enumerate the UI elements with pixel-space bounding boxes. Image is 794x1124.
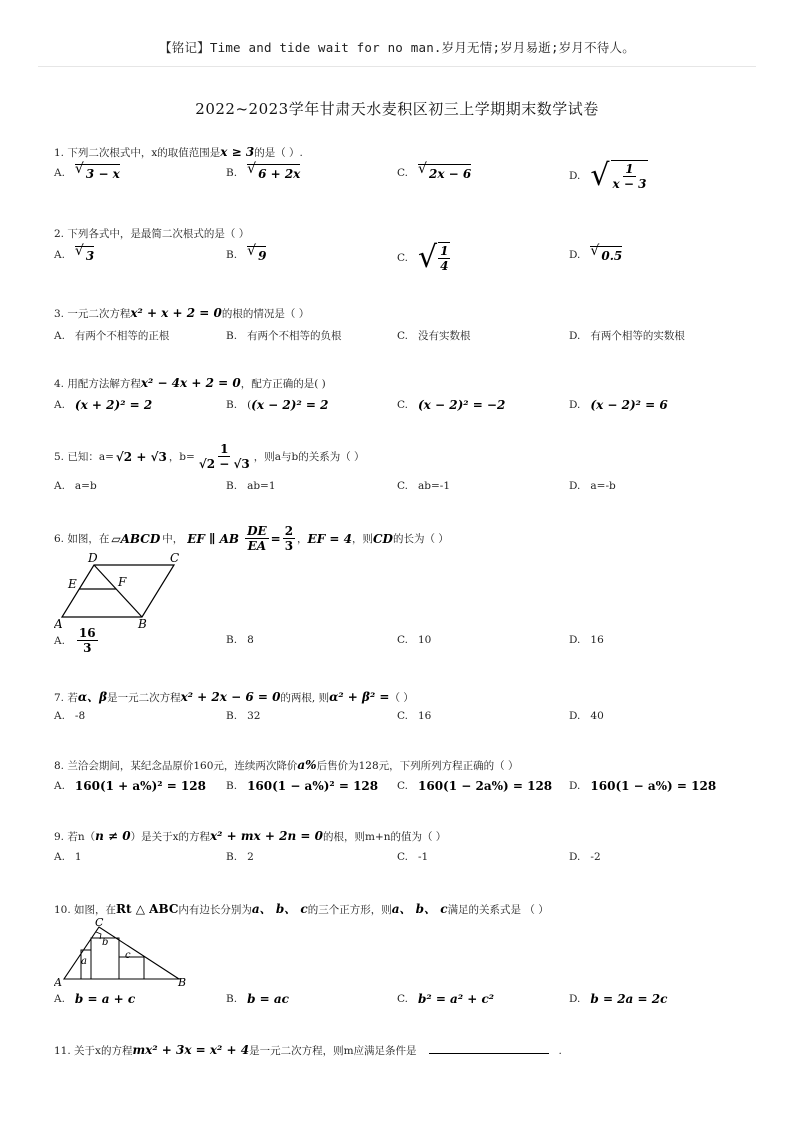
question-4: 4. 用配方法解方程x² − 4x + 2 = 0，配方正确的是( ) [54, 376, 326, 390]
question-9-options [54, 851, 754, 881]
option-c[interactable]: C. 160(1 − 2a%) = 128 [397, 779, 553, 793]
parallelogram-figure [54, 552, 184, 632]
question-9: 9. 若n（n ≠ 0）是关于x的方程x² + mx + 2n = 0的根，则m+n的值为（ ） [54, 829, 447, 843]
label-b: B [138, 617, 147, 631]
option-b[interactable]: B. √ 6 + 2x [226, 164, 300, 181]
option-c[interactable]: C. 10 [397, 634, 432, 646]
option-d[interactable]: D. √ $\frac{1}{x - 3}$ [569, 157, 647, 193]
option-b[interactable]: B. √ 9 [226, 246, 266, 263]
square-c [119, 957, 144, 979]
label-side-c: c [125, 950, 131, 961]
option-d[interactable]: D. √ 0.5 [569, 246, 622, 263]
option-a[interactable]: A. (x + 2)² = 2 [54, 398, 153, 412]
option-a[interactable]: A. $\frac{16}{3}$ [54, 626, 96, 655]
option-d[interactable]: D. (x − 2)² = 6 [569, 398, 668, 412]
question-8: 8. 兰洽会期间，某纪念品原价160元，连续两次降价a%后售价为128元，下列所列方程正确的（ ） [54, 758, 519, 772]
option-a[interactable]: A. a=b [54, 480, 97, 492]
option-b[interactable]: B. 32 [226, 710, 261, 722]
right-triangle-figure [54, 916, 190, 988]
option-a[interactable]: A. 有两个不相等的正根 [54, 329, 170, 342]
option-a[interactable]: A. 160(1 + a%)² = 128 [54, 779, 206, 793]
label-a: A [54, 976, 62, 988]
label-c: C [170, 552, 180, 565]
option-d[interactable]: D. 40 [569, 710, 604, 722]
diagonal-db [94, 565, 142, 617]
option-c[interactable]: C. b² = a² + c² [397, 992, 495, 1006]
option-d[interactable]: D. b = 2a = 2c [569, 992, 668, 1006]
label-side-a: a [81, 956, 87, 967]
option-b[interactable]: B. 有两个不相等的负根 [226, 329, 342, 342]
question-1 [54, 145, 754, 160]
label-a: A [54, 617, 63, 631]
question-7-options [54, 710, 754, 740]
question-5-options [54, 480, 754, 510]
option-b[interactable]: B. ( (x − 2)² = 2 [226, 398, 329, 412]
question-1-options [54, 157, 754, 193]
option-b[interactable]: B. 8 [226, 634, 254, 646]
question-11: 11. 关于x的方程mx² + 3x = x² + 4是一元二次方程，则m应满足条件是 . [54, 1043, 562, 1057]
header-divider [38, 66, 756, 67]
question-1-text-end: 的是（ ）. [254, 147, 303, 159]
answer-blank[interactable] [429, 1044, 549, 1054]
label-side-b: b [102, 937, 109, 948]
option-c[interactable]: C. ab=-1 [397, 480, 451, 492]
option-b[interactable]: B. 160(1 − a%)² = 128 [226, 779, 379, 793]
option-a[interactable]: A. 1 [54, 851, 82, 863]
question-3: 3. 一元二次方程x² + x + 2 = 0的根的情况是（ ） [54, 306, 310, 320]
label-d: D [88, 552, 98, 565]
question-2-text: 2. 下列各式中，是最简二次根式的是（ ） [54, 228, 250, 240]
option-a-value: √ 3 − x [75, 164, 120, 181]
option-c-value: √ 2x − 6 [418, 164, 471, 181]
page-title: 2022~2023学年甘肃天水麦积区初三上学期期末数学试卷 [195, 100, 599, 118]
question-4-options [54, 398, 754, 428]
question-8-options [54, 779, 754, 809]
option-c[interactable]: C. -1 [397, 851, 429, 863]
question-10: 10. 如图，在Rt △ ABC内有边长分别为a、 b、 c的三个正方形，则a、 b、 c满足的关系式是 （ ） [54, 902, 549, 916]
option-b[interactable]: B. 2 [226, 851, 254, 863]
option-a[interactable]: A. √ 3 − x [54, 164, 120, 181]
option-c[interactable]: C. 没有实数根 [397, 329, 471, 342]
label-b: B [178, 976, 187, 988]
question-2-options [54, 239, 754, 275]
option-a[interactable]: A. -8 [54, 710, 86, 722]
question-6-options [54, 626, 754, 656]
label-e: E [68, 577, 77, 591]
option-c[interactable]: C. √ $\frac{1}{4}$ [397, 239, 449, 275]
option-b[interactable]: B. b = ac [226, 992, 289, 1006]
option-a[interactable]: A. √ 3 [54, 246, 94, 263]
option-d[interactable]: D. 16 [569, 634, 604, 646]
question-10-options [54, 992, 754, 1022]
question-3-options [54, 328, 754, 358]
option-b[interactable]: B. ab=1 [226, 480, 276, 492]
option-d[interactable]: D. -2 [569, 851, 601, 863]
question-1-text: 1. 下列二次根式中，x的取值范围是 [54, 147, 221, 159]
option-d[interactable]: D. a=-b [569, 480, 616, 492]
label-c: C [95, 916, 104, 929]
label-f: F [118, 575, 127, 589]
question-5: 5. 已知：a= √2 + √3 ，b= $\frac{1}{√2 - √3}$ ，则a与b的关系为（ ） [54, 442, 365, 471]
question-1-math: x ≥ 3 [220, 145, 255, 159]
option-d[interactable]: D. 有两个相等的实数根 [569, 329, 685, 342]
option-a[interactable]: A. b = a + c [54, 992, 136, 1006]
option-c[interactable]: C. 16 [397, 710, 432, 722]
header-motto: 【铭记】Time and tide wait for no man.岁月无情;岁月易逝;岁月不待人。 [159, 40, 635, 55]
option-c[interactable]: C. √ 2x − 6 [397, 164, 471, 181]
option-c[interactable]: C. (x − 2)² = −2 [397, 398, 506, 412]
question-7: 7. 若α、β是一元二次方程x² + 2x − 6 = 0的两根, 则α² + β² =（ ） [54, 690, 414, 704]
question-2 [54, 226, 754, 241]
question-6: 6. 如图，在 ▱ABCD 中， EF ∥ AB $\frac{DE}{EA}$ = $\frac{2}{3}$ ， EF = 4 ，则 CD 的长为（ ） [54, 524, 449, 553]
option-b-value: √ 6 + 2x [247, 164, 300, 181]
option-d[interactable]: D. 160(1 − a%) = 128 [569, 779, 717, 793]
